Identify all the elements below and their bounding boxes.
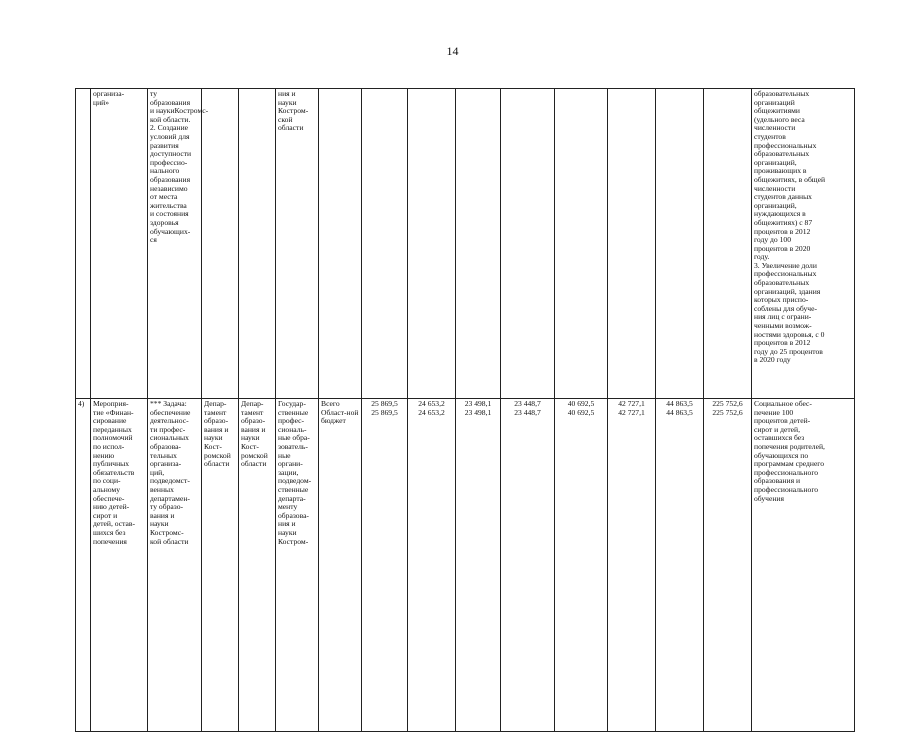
cell-text-line: тие «Финан-	[93, 407, 134, 417]
cell-text-line: общежитиями	[754, 106, 800, 116]
cell-value	[501, 399, 555, 732]
cell-value	[555, 89, 608, 399]
cell-text-line: кой области	[150, 536, 189, 546]
cell-text-line: образо-	[204, 416, 229, 426]
cell-text-line: профес-	[278, 416, 305, 426]
cell-text-line: менту	[278, 502, 298, 512]
cell-text-line: профессиональных	[754, 140, 817, 150]
cell-value	[456, 89, 501, 399]
cell-text-line: ния и	[278, 89, 296, 98]
table-row	[76, 399, 855, 732]
cell-text-line: Государ-	[278, 399, 306, 408]
cell-text-line: и наукиКостромс-	[150, 106, 209, 116]
value-regional: 42 727,1	[618, 407, 645, 417]
value-total: 225 752,6	[712, 399, 743, 408]
cell-text-line: ся	[150, 235, 157, 245]
cell-result	[752, 399, 855, 732]
value-total: 23 448,7	[514, 399, 541, 408]
cell-text-line: публичных	[93, 459, 130, 469]
cell-task	[148, 399, 202, 732]
cell-text-line: Социальное обес-	[754, 399, 812, 408]
cell-text-line: зации,	[278, 467, 299, 477]
cell-text-line: обеспече-	[93, 493, 125, 503]
cell-text-line: органи-	[278, 459, 303, 469]
value-total: 40 692,5	[567, 399, 595, 408]
cell-text-line: попечения	[93, 536, 127, 546]
cell-text-line: развития	[150, 140, 179, 150]
cell-text-line: здоровья	[150, 217, 179, 227]
program-table	[75, 88, 855, 732]
cell-text-line: зователь-	[278, 441, 308, 451]
cell-text-line: области	[204, 459, 230, 469]
cell-text-line: переданных	[93, 424, 132, 434]
cell-value	[704, 399, 752, 732]
cell-text-line: организаций,	[754, 200, 797, 210]
cell-text-line: ния лиц с ограни-	[754, 312, 812, 322]
value-total: 25 869,5	[371, 399, 398, 408]
cell-text-line: профессиональных	[754, 269, 817, 279]
cell-text-line: жительства	[150, 200, 187, 210]
cell-text-line: (удельного веса	[754, 114, 805, 124]
cell-recipient	[276, 89, 319, 399]
cell-text-line: *** Задача:	[150, 399, 187, 408]
cell-text-line: процентов в 2012	[754, 226, 811, 236]
cell-text-line: студентов данных	[754, 192, 812, 202]
cell-text-line: ромской	[204, 450, 231, 460]
value-regional: 25 869,5	[371, 407, 398, 417]
cell-executor	[239, 89, 276, 399]
cell-text-line: нию детей-	[93, 502, 130, 512]
cell-text-line: обеспечение	[150, 407, 191, 417]
cell-text-line: ти профес-	[150, 424, 186, 434]
cell-value	[362, 89, 408, 399]
cell-text-line: науки	[150, 519, 169, 529]
cell-text-line: детей, остав-	[93, 519, 136, 529]
cell-text-line: деятельнос-	[150, 416, 189, 426]
cell-text-line: обязательств	[93, 467, 135, 477]
source-label: Всего	[321, 399, 340, 408]
cell-text-line: образовательных	[754, 149, 810, 159]
cell-text-line: департамен-	[150, 493, 190, 503]
cell-text-line: подведом-	[278, 476, 312, 486]
cell-text-line: ской	[278, 114, 293, 124]
cell-text-line: оставшихся без	[754, 433, 805, 443]
cell-text-line: процентов в 2020	[754, 243, 811, 253]
cell-text-line: науки	[241, 433, 260, 443]
value-regional: 225 752,6	[712, 407, 743, 417]
cell-text-line: организаций	[754, 97, 795, 107]
cell-text-line: программам среднего	[754, 459, 825, 469]
page-number: 14	[446, 44, 459, 58]
cell-text-line: альному	[93, 484, 121, 494]
cell-text-line: подведомст-	[150, 476, 190, 486]
table-row	[76, 89, 855, 399]
cell-text-line: печение 100	[754, 407, 794, 417]
cell-recipient	[276, 399, 319, 732]
cell-text-line: году.	[754, 252, 770, 262]
cell-text-line: сирование	[93, 416, 127, 426]
cell-text-line: ций,	[150, 467, 165, 477]
cell-text-line: вания и	[150, 510, 175, 520]
cell-value	[656, 399, 704, 732]
cell-text-line: нального	[150, 166, 180, 176]
cell-text-line: условий для	[150, 131, 190, 141]
cell-text-line: и состояния	[150, 209, 189, 219]
cell-text-line: организаций,	[754, 157, 797, 167]
cell-value	[608, 399, 656, 732]
cell-text-line: ций»	[93, 97, 109, 107]
cell-text-line: Костром-	[278, 536, 309, 546]
cell-name	[91, 399, 148, 732]
cell-value	[555, 399, 608, 732]
cell-value	[408, 399, 456, 732]
cell-text-line: образования	[150, 97, 191, 107]
cell-num	[76, 89, 91, 399]
cell-value	[608, 89, 656, 399]
cell-text-line: образовательных	[754, 89, 810, 98]
cell-text-line: ченными возмож-	[754, 321, 812, 331]
cell-text-line: департа-	[278, 493, 306, 503]
cell-value	[456, 399, 501, 732]
cell-text-line: области	[241, 459, 267, 469]
cell-text-line: ственные	[278, 407, 309, 417]
value-regional: 23 498,1	[464, 407, 492, 417]
cell-text-line: численности	[754, 183, 796, 193]
cell-text-line: профессио-	[150, 157, 188, 167]
cell-text-line: ностями здоровья, с 0	[754, 329, 825, 339]
cell-text-line: ные	[278, 450, 291, 460]
cell-text-line: общежитиях) с 87	[754, 217, 813, 227]
cell-text-line: образования и	[754, 476, 801, 486]
cell-text-line: процентов детей-	[754, 416, 811, 426]
cell-text-line: обучающихся по	[754, 450, 809, 460]
cell-text-line: кой области.	[150, 114, 191, 124]
cell-text-line: 3. Увеличение доли	[754, 260, 817, 270]
cell-value	[408, 89, 456, 399]
cell-text-line: обучения	[754, 493, 784, 503]
cell-text-line: науки	[204, 433, 223, 443]
cell-text-line: науки	[278, 527, 297, 537]
cell-text-line: образова-	[150, 441, 181, 451]
cell-responsible	[202, 89, 239, 399]
cell-text-line: образо-	[241, 416, 266, 426]
cell-text-line: тамент	[241, 407, 264, 417]
cell-text-line: венных	[150, 484, 174, 494]
cell-text-line: сирот и детей,	[754, 424, 800, 434]
cell-text-line: процентов в 2012	[754, 338, 811, 348]
value-total: 24 653,2	[418, 399, 445, 408]
cell-text-line: профессионального	[754, 467, 819, 477]
cell-result	[752, 89, 855, 399]
cell-value	[362, 399, 408, 732]
cell-text-line: вания и	[241, 424, 266, 434]
cell-text-line: науки	[278, 97, 297, 107]
cell-text-line: организаций, здания	[754, 286, 821, 296]
cell-text-line: Депар-	[241, 399, 264, 408]
cell-text-line: ту образо-	[150, 502, 184, 512]
cell-text-line: области	[278, 123, 304, 133]
cell-text-line: году до 25 процентов	[754, 346, 823, 356]
cell-text-line: ту	[150, 89, 158, 98]
cell-value	[704, 89, 752, 399]
value-regional: 23 448,7	[514, 407, 541, 417]
cell-text-line: полномочий	[93, 433, 133, 443]
cell-text-line: организа-	[93, 89, 125, 98]
cell-text-line: ные обра-	[278, 433, 310, 443]
cell-text-line: образования	[150, 174, 191, 184]
cell-text-line: тельных	[150, 450, 177, 460]
cell-text-line: сиональных	[150, 433, 189, 443]
cell-text-line: сирот и	[93, 510, 118, 520]
cell-text-line: независимо	[150, 183, 188, 193]
cell-responsible	[202, 399, 239, 732]
cell-source	[319, 399, 362, 732]
cell-text-line: Кост-	[241, 441, 259, 451]
cell-text-line: Кост-	[204, 441, 222, 451]
source-label: Област-ной бюджет	[321, 407, 359, 426]
cell-text-line: которых приспо-	[754, 295, 809, 305]
cell-text-line: студентов	[754, 131, 786, 141]
cell-text-line: нению	[93, 450, 115, 460]
cell-text-line: проживающих в	[754, 166, 807, 176]
cell-text-line: Мероприя-	[93, 399, 129, 408]
cell-text-line: по соци-	[93, 476, 121, 486]
cell-text-line: ственные	[278, 484, 309, 494]
value-regional: 24 653,2	[418, 407, 445, 417]
cell-text-line: в 2020 году	[754, 355, 791, 365]
cell-source	[319, 89, 362, 399]
cell-text-line: по испол-	[93, 441, 125, 451]
cell-text-line: тамент	[204, 407, 227, 417]
cell-text-line: численности	[754, 123, 796, 133]
value-total: 42 727,1	[618, 399, 645, 408]
cell-task	[148, 89, 209, 399]
cell-name	[91, 89, 148, 399]
cell-text-line: образова-	[278, 510, 309, 520]
cell-text-line: обучающих-	[150, 226, 191, 236]
value-total: 23 498,1	[464, 399, 492, 408]
cell-text-line: общежитиях, в общей	[754, 174, 826, 184]
cell-executor	[239, 399, 276, 732]
cell-value	[656, 89, 704, 399]
cell-text-line: профессионального	[754, 484, 819, 494]
cell-text-line: сиональ-	[278, 424, 307, 434]
cell-text-line: Костромс-	[150, 527, 184, 537]
cell-text-line: Депар-	[204, 399, 227, 408]
cell-text-line: от места	[150, 192, 178, 202]
cell-value	[501, 89, 555, 399]
cell-text-line: нуждающихся в	[754, 209, 806, 219]
cell-text-line: соблены для обуче-	[754, 303, 817, 313]
cell-text-line: организа-	[150, 459, 182, 469]
cell-text-line: шихся без	[93, 527, 126, 537]
cell-text-line: году до 100	[754, 235, 792, 245]
cell-text-line: образовательных	[754, 278, 810, 288]
cell-num: 4)	[76, 399, 91, 732]
value-regional: 44 863,5	[666, 407, 693, 417]
value-total: 44 863,5	[666, 399, 693, 408]
cell-text-line: ромской	[241, 450, 268, 460]
cell-text-line: 2. Создание	[150, 123, 189, 133]
cell-text-line: ния и	[278, 519, 296, 529]
cell-text-line: Костром-	[278, 106, 309, 116]
value-regional: 40 692,5	[567, 407, 595, 417]
cell-text-line: попечения родителей,	[754, 441, 825, 451]
cell-text-line: доступности	[150, 149, 192, 159]
cell-text-line: вания и	[204, 424, 229, 434]
